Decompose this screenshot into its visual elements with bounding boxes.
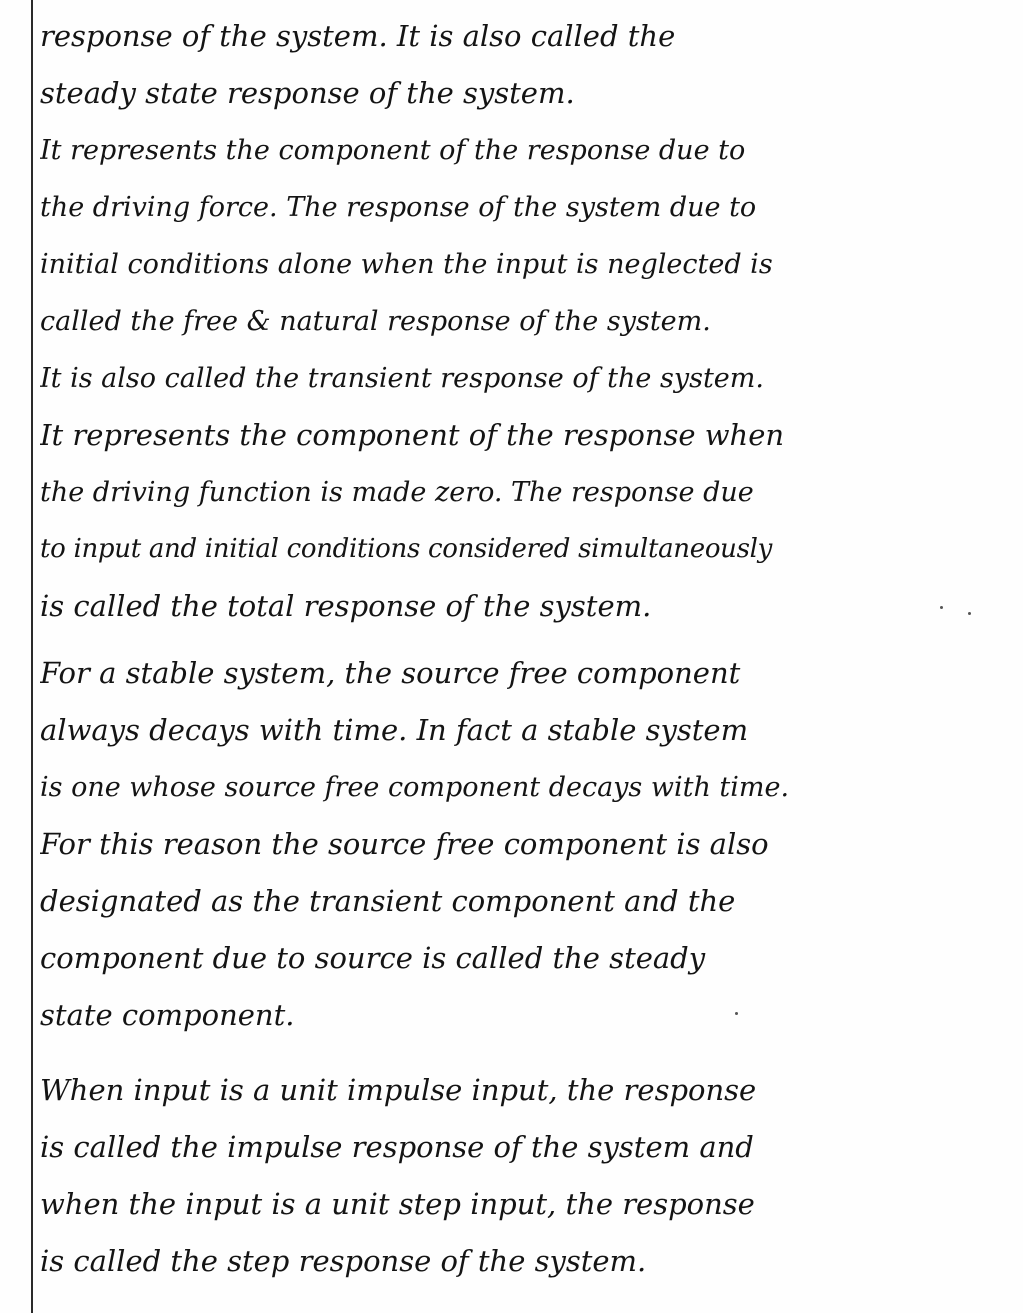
text-line: when the input is a unit step input, the response — [40, 1187, 755, 1221]
text-line: designated as the transient component and the — [40, 884, 736, 918]
text-line: is one whose source free component decays with time. — [40, 772, 790, 803]
text-line: to input and initial conditions considered simultaneously — [40, 534, 773, 564]
text-line: state component. — [40, 998, 295, 1032]
handwritten-notes — [40, 8, 1012, 1290]
text-line: component due to source is called the steady — [40, 941, 706, 975]
text-line: It represents the component of the response when — [40, 418, 785, 452]
text-line: is called the total response of the system. — [40, 589, 652, 623]
text-line: always decays with time. In fact a stable system — [40, 713, 749, 747]
stray-mark — [940, 606, 943, 609]
stray-mark — [968, 612, 971, 615]
text-line: For this reason the source free component is also — [40, 827, 769, 861]
text-line: steady state response of the system. — [40, 76, 575, 110]
text-line: initial conditions alone when the input is neglected is — [40, 249, 773, 280]
text-line: the driving function is made zero. The response due — [40, 477, 754, 508]
text-line: called the free & natural response of the system. — [40, 306, 711, 337]
text-line: For a stable system, the source free component — [40, 656, 741, 690]
text-line: is called the impulse response of the system and — [40, 1130, 754, 1164]
stray-mark — [735, 1012, 738, 1015]
text-line: is called the step response of the system. — [40, 1244, 647, 1278]
text-line: the driving force. The response of the system due to — [40, 192, 757, 223]
text-line: It represents the component of the response due to — [40, 135, 746, 166]
text-line: It is also called the transient response of the system. — [40, 363, 764, 394]
text-line: When input is a unit impulse input, the response — [40, 1073, 757, 1107]
text-line: response of the system. It is also called the — [40, 19, 676, 53]
margin-line — [31, 0, 33, 1313]
